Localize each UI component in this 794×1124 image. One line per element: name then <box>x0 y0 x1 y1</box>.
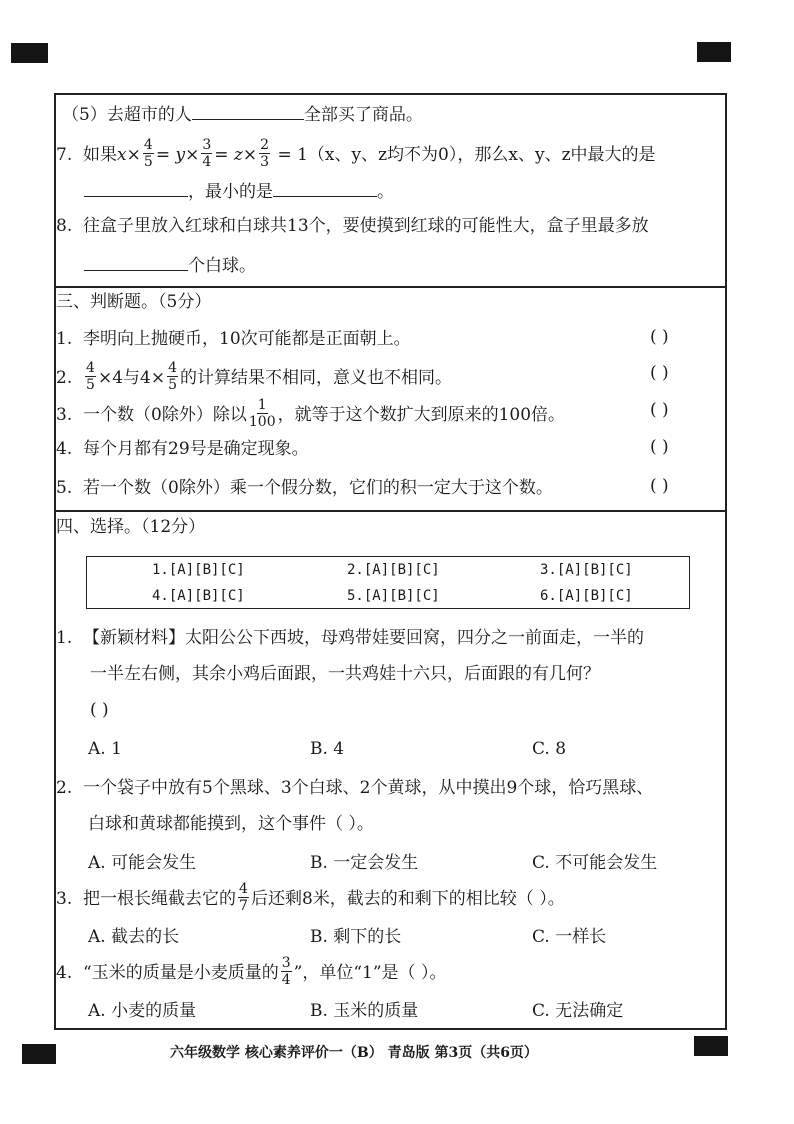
page-footer: 六年级数学 核心素养评价一（B） 青岛版 第3页（共6页） <box>170 1045 538 1061</box>
choice-question-2-line2: 白球和黄球都能摸到，这个事件（ ）。 <box>88 814 374 834</box>
answer-sheet-3[interactable]: 3.[A][B][C] <box>540 562 633 578</box>
choice-2-option-c[interactable]: C. 不可能会发生 <box>532 853 658 873</box>
question-7: 7. 如果x× $\frac{4}{5}$ = y× $\frac{3}{4}$ = z× $\frac{2}{3}$ = 1（x、y、z均不为0），那么x、y、z中最大的是 <box>56 137 656 170</box>
judge-answer-4[interactable]: ( ) <box>650 437 669 457</box>
registration-mark-bottom-right <box>694 1036 728 1056</box>
registration-mark-top-left <box>11 43 48 63</box>
registration-mark-top-right <box>697 42 731 62</box>
q5-subitem: （5）去超市的人 全部买了商品。 <box>62 105 423 125</box>
choice-4-option-b[interactable]: B. 玉米的质量 <box>310 1001 419 1021</box>
answer-blank[interactable] <box>192 103 304 120</box>
fraction: $\frac{3}{4}$ <box>202 137 212 170</box>
answer-sheet-2[interactable]: 2.[A][B][C] <box>347 562 440 578</box>
answer-blank[interactable] <box>84 254 188 271</box>
judge-answer-1[interactable]: ( ) <box>650 327 669 347</box>
judge-item-2: 2. $\frac{4}{5}$ ×4与4× $\frac{4}{5}$ 的计算结果不相同，意义也不相同。 <box>56 360 453 393</box>
judge-answer-5[interactable]: ( ) <box>650 476 669 496</box>
choice-question-1: 1. 【新颖材料】太阳公公下西坡，母鸡带娃要回窝，四分之一前面走，一半的 <box>56 628 645 648</box>
answer-sheet-6[interactable]: 6.[A][B][C] <box>540 588 633 604</box>
choice-question-3: 3. 把一根长绳截去它的 $\frac{4}{7}$ 后还剩8米，截去的和剩下的相比较（ ）。 <box>56 881 565 914</box>
choice-3-option-c[interactable]: C. 一样长 <box>532 927 607 947</box>
fraction: $\frac{4}{5}$ <box>168 360 178 393</box>
choice-question-2: 2. 一个袋子中放有5个黑球、3个白球、2个黄球，从中摸出9个球，恰巧黑球、 <box>56 778 654 798</box>
fraction: $\frac{2}{3}$ <box>260 137 270 170</box>
choice-2-option-b[interactable]: B. 一定会发生 <box>310 853 419 873</box>
answer-blank[interactable] <box>84 180 188 197</box>
judge-answer-2[interactable]: ( ) <box>650 363 669 383</box>
choice-4-option-c[interactable]: C. 无法确定 <box>532 1001 624 1021</box>
fraction: $\frac{3}{4}$ <box>281 955 291 988</box>
answer-sheet-5[interactable]: 5.[A][B][C] <box>347 588 440 604</box>
section-3-title: 三、判断题。（5分） <box>56 292 212 312</box>
answer-sheet-1[interactable]: 1.[A][B][C] <box>152 562 245 578</box>
choice-2-option-a[interactable]: A. 可能会发生 <box>88 853 197 873</box>
choice-1-option-b[interactable]: B. 4 <box>310 739 345 759</box>
fraction: $\frac{4}{5}$ <box>86 360 95 393</box>
judge-answer-3[interactable]: ( ) <box>650 400 669 420</box>
judge-item-1: 1. 李明向上抛硬币，10次可能都是正面朝上。 <box>56 329 411 349</box>
choice-3-option-a[interactable]: A. 截去的长 <box>88 927 180 947</box>
question-8: 8. 往盒子里放入红球和白球共13个，要使摸到红球的可能性大，盒子里最多放 <box>56 216 649 236</box>
section-divider-4 <box>56 510 725 512</box>
choice-1-option-c[interactable]: C. 8 <box>532 739 567 759</box>
judge-item-3: 3. 一个数（0除外）除以 $\frac{1}{100}$ ，就等于这个数扩大到原来的100倍。 <box>56 397 566 430</box>
answer-sheet-4[interactable]: 4.[A][B][C] <box>152 588 245 604</box>
question-7-line2: ，最小的是 。 <box>84 180 394 204</box>
choice-3-option-b[interactable]: B. 剩下的长 <box>310 927 402 947</box>
judge-item-4: 4. 每个月都有29号是确定现象。 <box>56 439 309 459</box>
section-4-title: 四、选择。（12分） <box>56 517 206 537</box>
question-8-line2: 个白球。 <box>84 254 256 278</box>
choice-question-1-line2: 一半左右侧，其余小鸡后面跟，一共鸡娃十六只，后面跟的有几何？ <box>90 664 600 684</box>
fraction: $\frac{1}{100}$ <box>248 397 276 430</box>
choice-1-option-a[interactable]: A. 1 <box>88 739 122 759</box>
choice-question-4: 4. “玉米的质量是小麦质量的 $\frac{3}{4}$ ”，单位“1”是（ ）。 <box>56 955 447 988</box>
registration-mark-bottom-left <box>22 1044 56 1064</box>
fraction: $\frac{4}{5}$ <box>143 137 153 170</box>
answer-blank[interactable] <box>273 180 377 197</box>
section-divider-3 <box>56 286 725 288</box>
choice-answer-1[interactable]: ( ) <box>90 700 109 720</box>
fraction: $\frac{4}{7}$ <box>239 881 248 914</box>
judge-item-5: 5. 若一个数（0除外）乘一个假分数，它们的积一定大于这个数。 <box>56 478 553 498</box>
choice-4-option-a[interactable]: A. 小麦的质量 <box>88 1001 197 1021</box>
